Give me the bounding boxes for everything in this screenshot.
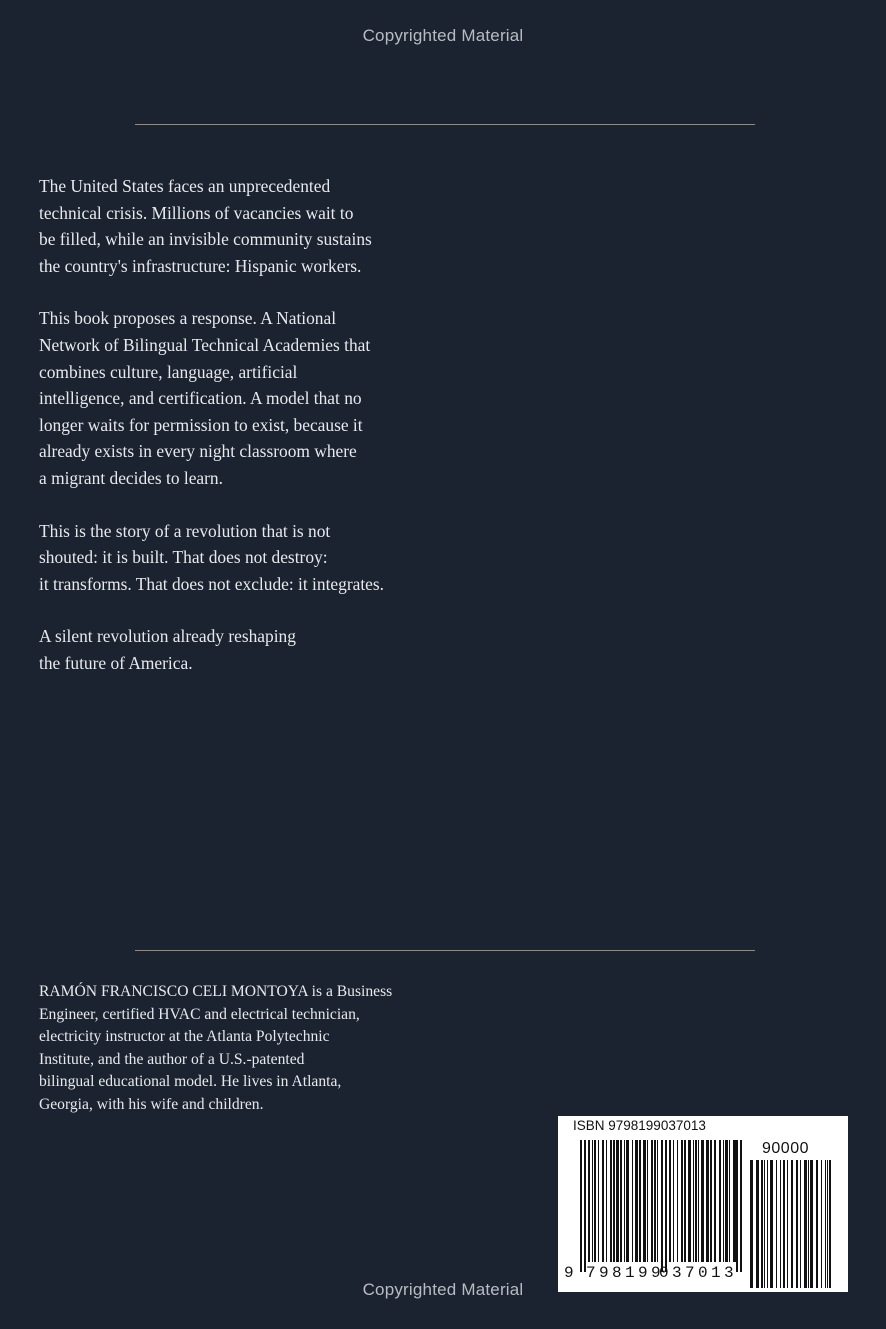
blurb-line: technical crisis. Millions of vacancies wait to: [39, 202, 354, 223]
barcode-bar: [616, 1140, 619, 1262]
blurb-paragraph-3: [39, 518, 479, 598]
barcode-bar: [626, 1140, 629, 1262]
barcode-bar: [651, 1140, 653, 1262]
barcode-bar: [780, 1160, 781, 1288]
barcode-bar: [821, 1160, 822, 1288]
blurb-line: longer waits for permission to exist, because it: [39, 414, 363, 435]
barcode-bar: [677, 1140, 678, 1262]
blurb-line: it transforms. That does not exclude: it integrates.: [39, 573, 384, 594]
barcode-bar: [740, 1140, 742, 1272]
barcode-bar: [681, 1140, 683, 1262]
blurb-line: This is the story of a revolution that is not: [39, 520, 331, 541]
blurb-line: be filled, while an invisible community sustains: [39, 229, 372, 250]
barcode-bar: [669, 1140, 671, 1262]
bio-line: electricity instructor at the Atlanta Polytechnic: [39, 1028, 330, 1045]
blurb-line: Network of Bilingual Technical Academies that: [39, 334, 371, 355]
barcode-bar: [592, 1140, 593, 1262]
barcode-bar: [602, 1140, 604, 1262]
barcode-bar: [733, 1140, 736, 1262]
barcode-bar: [635, 1140, 638, 1262]
barcode-bar: [624, 1140, 625, 1262]
barcode-bar: [647, 1140, 648, 1262]
blurb-paragraph-1: [39, 173, 479, 279]
author-bio: [39, 981, 479, 1116]
barcode-bar: [787, 1160, 788, 1288]
blurb-line: This book proposes a response. A National: [39, 308, 337, 329]
barcode-bar: [719, 1140, 721, 1262]
isbn-label: ISBN 9798199037013: [573, 1118, 706, 1133]
bio-line: Engineer, certified HVAC and electrical technician,: [39, 1005, 360, 1023]
barcode-bar: [673, 1140, 674, 1262]
barcode-bar: [606, 1140, 607, 1262]
barcode-bar: [770, 1160, 773, 1288]
blurb-paragraph-2: [39, 305, 479, 491]
barcode-bar: [750, 1160, 753, 1288]
barcode-bar: [736, 1140, 738, 1272]
barcode-bar: [584, 1140, 586, 1272]
barcode-bar: [610, 1140, 612, 1262]
top-divider: [135, 124, 755, 125]
barcode-bar: [693, 1140, 694, 1262]
barcode-bar: [632, 1140, 633, 1262]
barcode-bar: [808, 1160, 809, 1288]
barcode-bar: [657, 1140, 658, 1262]
barcode-bar: [761, 1160, 763, 1288]
blurb-line: already exists in every night classroom where: [39, 441, 357, 462]
blurb-line: A silent revolution already reshaping: [39, 626, 296, 647]
barcode-bar: [706, 1140, 709, 1262]
barcode-bar: [701, 1140, 704, 1262]
barcode-bar: [598, 1140, 599, 1262]
blurb-paragraph-4: [39, 623, 479, 676]
barcode-bar: [825, 1160, 826, 1288]
barcode-bar: [639, 1140, 641, 1262]
barcode-digits-right: 037013: [659, 1264, 738, 1282]
barcode-bar: [829, 1160, 831, 1288]
barcode-bar: [580, 1140, 582, 1272]
copyright-watermark-top: Copyrighted Material: [362, 26, 524, 45]
barcode-bar: [783, 1160, 785, 1288]
barcode-bar: [827, 1160, 828, 1288]
barcode-bar: [684, 1140, 686, 1262]
barcode-bar: [764, 1160, 765, 1288]
barcode-bar: [723, 1140, 724, 1262]
book-blurb: [39, 173, 479, 703]
price-code: 90000: [762, 1140, 809, 1157]
barcode-bar: [695, 1140, 697, 1262]
barcode-bar: [791, 1160, 793, 1288]
barcode-bar: [810, 1160, 813, 1288]
copyright-watermark-bottom: Copyrighted Material: [362, 1280, 524, 1299]
bottom-divider: [135, 950, 755, 951]
barcode-bar: [594, 1140, 596, 1262]
barcode-bar: [776, 1160, 777, 1288]
blurb-line: the future of America.: [39, 652, 193, 673]
blurb-line: combines culture, language, artificial: [39, 361, 298, 382]
barcode-bar: [698, 1140, 699, 1262]
bio-line: bilingual educational model. He lives in Atlanta,: [39, 1073, 342, 1090]
barcode-bar: [816, 1160, 818, 1288]
barcode-bar: [714, 1140, 716, 1262]
barcode-bar: [620, 1140, 622, 1262]
blurb-line: the country's infrastructure: Hispanic workers.: [39, 255, 362, 276]
barcode-bar: [725, 1140, 728, 1262]
bio-line: Institute, and the author of a U.S.-patented: [39, 1050, 305, 1068]
bio-line: Georgia, with his wife and children.: [39, 1095, 264, 1113]
barcode-digit-first: 9: [564, 1264, 574, 1282]
barcode-bar: [710, 1140, 712, 1262]
bio-line: RAMÓN FRANCISCO CELI MONTOYA is a Business: [39, 983, 393, 1000]
barcode-bar: [688, 1140, 691, 1262]
blurb-line: a migrant decides to learn.: [39, 467, 223, 488]
barcode-bar: [756, 1160, 759, 1288]
barcode-bar: [654, 1140, 656, 1262]
barcode-bar: [800, 1160, 801, 1288]
barcode-digits-left: 798199: [586, 1264, 665, 1282]
barcode-bar: [588, 1140, 590, 1262]
barcode-bar: [804, 1160, 807, 1288]
blurb-line: shouted: it is built. That does not destroy:: [39, 547, 328, 568]
barcode-bar: [665, 1140, 667, 1272]
blurb-line: intelligence, and certification. A model that no: [39, 388, 362, 409]
isbn-barcode: [558, 1116, 848, 1292]
barcode-bar: [643, 1140, 646, 1262]
barcode-bar: [661, 1140, 663, 1272]
barcode-bar: [613, 1140, 615, 1262]
barcode-bar: [729, 1140, 730, 1262]
barcode-bar: [796, 1160, 798, 1288]
barcode-bar: [767, 1160, 768, 1288]
blurb-line: The United States faces an unprecedented: [39, 176, 331, 196]
